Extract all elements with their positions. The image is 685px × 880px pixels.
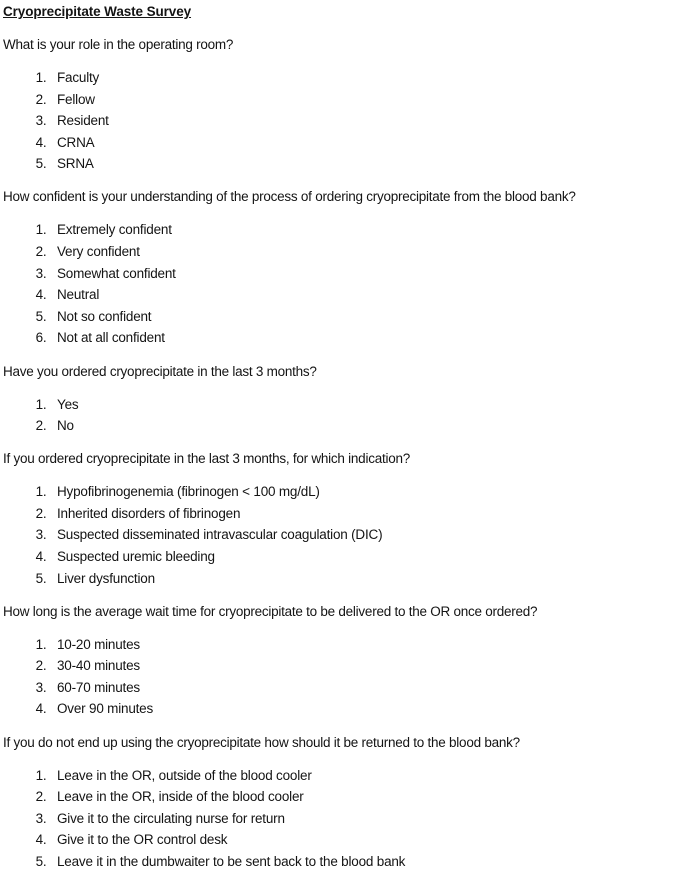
- answer-option: 4. Suspected uremic bleeding: [50, 546, 681, 568]
- answer-option: 5. SRNA: [50, 153, 681, 175]
- survey-question-1: What is your role in the operating room?: [3, 37, 234, 52]
- answer-options-5: [3, 634, 681, 720]
- answer-option: 1. Faculty: [50, 67, 681, 89]
- answer-option: 2. No: [50, 415, 681, 437]
- answer-option: 3. 60-70 minutes: [50, 677, 681, 699]
- survey-question-2: How confident is your understanding of the process of ordering cryoprecipitate from the blood bank?: [3, 189, 576, 205]
- answer-option: 1. Yes: [50, 394, 681, 416]
- answer-option: 2. Very confident: [50, 241, 681, 263]
- answer-options-6: [3, 765, 681, 873]
- answer-option: 2. Leave in the OR, inside of the blood cooler: [50, 786, 681, 808]
- answer-options-3: [3, 394, 681, 437]
- page-title: Cryoprecipitate Waste Survey: [3, 4, 192, 19]
- answer-option: 1. Hypofibrinogenemia (fibrinogen < 100 mg/dL): [50, 481, 681, 503]
- answer-option: 1. Leave in the OR, outside of the blood cooler: [50, 765, 681, 787]
- answer-option: 2. 30-40 minutes: [50, 655, 681, 677]
- answer-option: 4. CRNA: [50, 132, 681, 154]
- survey-question-3: Have you ordered cryoprecipitate in the last 3 months?: [3, 363, 317, 379]
- answer-option: 4. Neutral: [50, 284, 681, 306]
- answer-options-2: [3, 219, 681, 349]
- answer-option: 3. Somewhat confident: [50, 263, 681, 285]
- answer-option: 5. Not so confident: [50, 306, 681, 328]
- answer-option: 3. Give it to the circulating nurse for return: [50, 808, 681, 830]
- answer-option: 1. Extremely confident: [50, 219, 681, 241]
- answer-option: 3. Suspected disseminated intravascular coagulation (DIC): [50, 524, 681, 546]
- answer-option: 6. Not at all confident: [50, 327, 681, 349]
- answer-options-4: [3, 481, 681, 589]
- survey-question-6: If you do not end up using the cryoprecipitate how should it be returned to the blood bank?: [3, 734, 520, 750]
- survey-question-5: How long is the average wait time for cryoprecipitate to be delivered to the OR once ordered?: [3, 603, 538, 619]
- answer-option: 2. Fellow: [50, 89, 681, 111]
- survey-question-4: If you ordered cryoprecipitate in the last 3 months, for which indication?: [3, 451, 410, 467]
- answer-option: 5. Leave it in the dumbwaiter to be sent back to the blood bank: [50, 851, 681, 873]
- answer-option: 5. Liver dysfunction: [50, 568, 681, 590]
- answer-option: 4. Over 90 minutes: [50, 698, 681, 720]
- answer-options-1: [3, 67, 681, 175]
- answer-option: 1. 10-20 minutes: [50, 634, 681, 656]
- answer-option: 2. Inherited disorders of fibrinogen: [50, 503, 681, 525]
- answer-option: 3. Resident: [50, 110, 681, 132]
- answer-option: 4. Give it to the OR control desk: [50, 829, 681, 851]
